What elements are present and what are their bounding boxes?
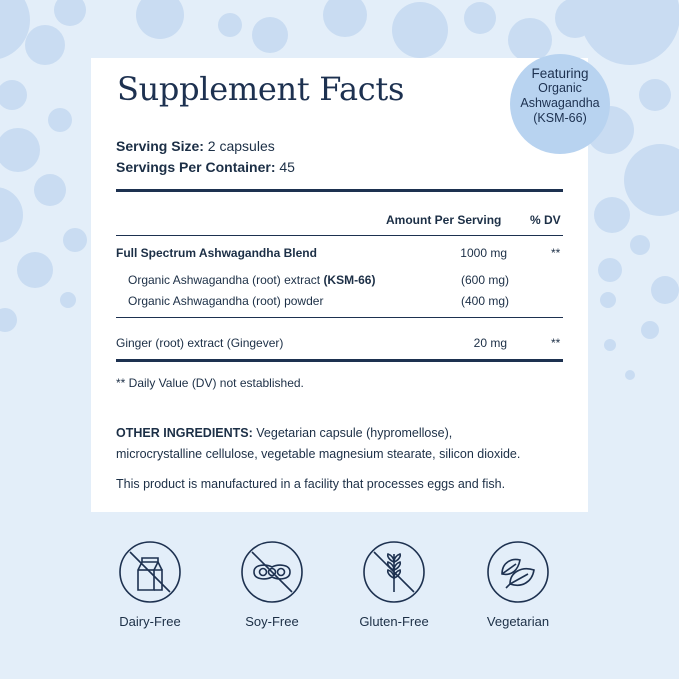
leaf-icon	[486, 540, 550, 604]
row-name-blend: Full Spectrum Ashwagandha Blend	[116, 246, 317, 260]
divider-thin	[116, 235, 563, 236]
row-name-extract	[128, 273, 375, 287]
wheat-crossed-icon	[362, 540, 426, 604]
row-amount-blend: 1000 mg	[460, 246, 507, 260]
supplement-facts-panel	[91, 58, 588, 512]
row-amount-ginger: 20 mg	[473, 336, 507, 350]
other-ingredients-label: OTHER INGREDIENTS:	[116, 426, 253, 440]
serving-size	[116, 138, 275, 154]
other-ingredients-line2: microcrystalline cellulose, vegetable magnesium stearate, silicon dioxide.	[116, 447, 521, 461]
badge-line4: (KSM-66)	[533, 111, 587, 125]
header-dv: % DV	[530, 213, 561, 227]
divider-thin-2	[116, 317, 563, 318]
serving-size-value: 2 capsules	[203, 138, 275, 154]
feature-label-gluten-free: Gluten-Free	[359, 614, 429, 629]
row-dv-ginger: **	[551, 336, 561, 350]
other-ingredients-text1: Vegetarian capsule (hypromellose),	[252, 426, 453, 440]
header-amount: Amount Per Serving	[386, 213, 502, 227]
feature-label-vegetarian: Vegetarian	[486, 614, 550, 629]
row-name-extract-bold: (KSM-66)	[323, 273, 376, 287]
row-name-powder: Organic Ashwagandha (root) powder	[128, 294, 324, 308]
divider-thick	[116, 189, 563, 192]
serving-size-label: Serving Size:	[116, 138, 204, 154]
divider-thick-2	[116, 359, 563, 362]
row-amount-extract: (600 mg)	[460, 273, 509, 287]
featuring-badge	[510, 54, 610, 154]
footnote: ** Daily Value (DV) not established.	[116, 376, 304, 390]
row-dv-blend: **	[551, 246, 561, 260]
feature-label-soy-free: Soy-Free	[245, 614, 299, 629]
milk-carton-crossed-icon	[118, 540, 182, 604]
facility-note: This product is manufactured in a facility that processes eggs and fish.	[116, 477, 506, 491]
row-name-ginger: Ginger (root) extract (Gingever)	[116, 336, 284, 350]
row-name-extract-text: Organic Ashwagandha (root) extract	[128, 273, 324, 287]
badge-line2: Organic	[538, 81, 582, 95]
badge-line1: Featuring	[531, 66, 589, 81]
badge-line3: Ashwagandha	[520, 96, 600, 110]
servings-per-container-label: Servings Per Container:	[116, 159, 276, 175]
servings-per-container-value: 45	[275, 159, 295, 175]
servings-per-container	[116, 159, 295, 175]
soybean-crossed-icon	[240, 540, 304, 604]
row-amount-powder: (400 mg)	[460, 294, 509, 308]
other-ingredients-line1	[116, 426, 452, 440]
badge-text	[510, 66, 610, 126]
feature-label-dairy-free: Dairy-Free	[119, 614, 181, 629]
panel-title: Supplement Facts	[117, 70, 405, 108]
